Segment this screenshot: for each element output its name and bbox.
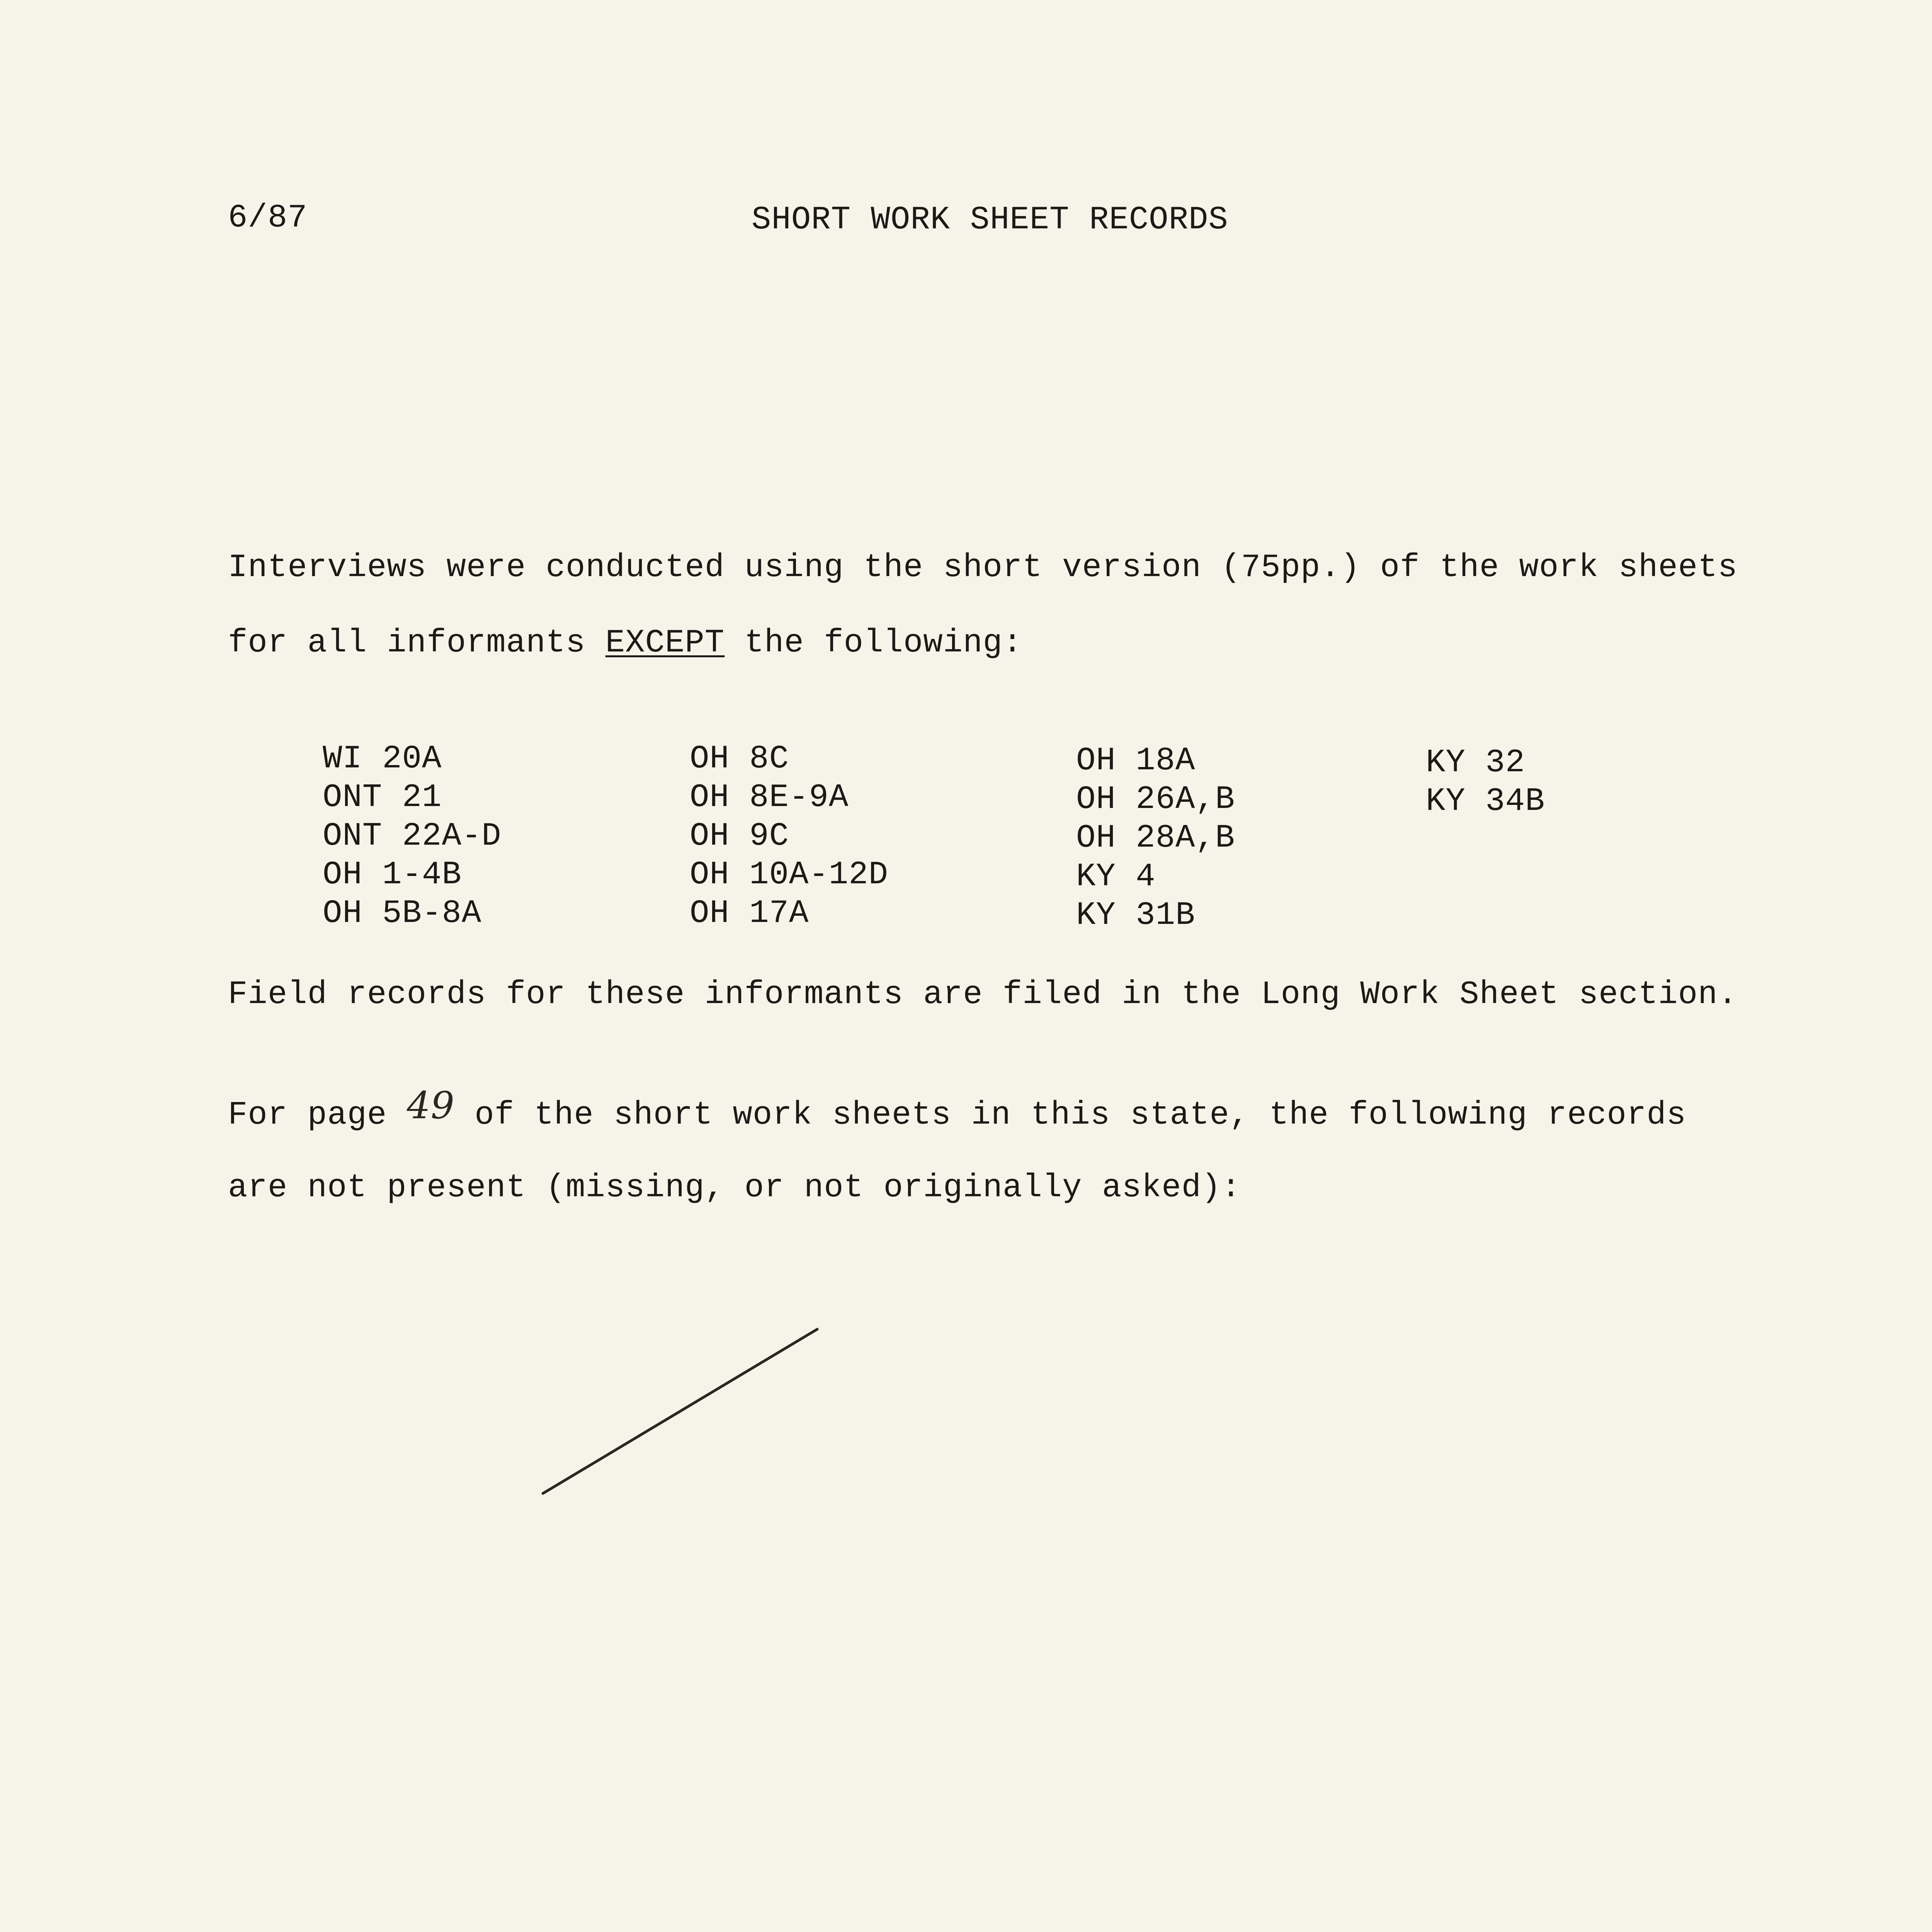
missing-records-prefix: For page — [228, 1097, 407, 1134]
informant-entry: OH 5B-8A — [323, 895, 482, 932]
intro-line-2-end: the following: — [724, 625, 1023, 662]
document-date: 6/87 — [228, 200, 308, 236]
missing-records-suffix: of the short work sheets in this state, the following records — [454, 1097, 1687, 1134]
informant-entry: KY 31B — [1076, 897, 1196, 934]
except-emphasis: EXCEPT — [605, 625, 725, 662]
informant-entry: OH 28A,B — [1076, 820, 1235, 857]
informant-entry: OH 10A-12D — [690, 857, 889, 893]
missing-records-line-2: are not present (missing, or not originally asked): — [228, 1170, 1241, 1206]
informant-entry: WI 20A — [323, 741, 442, 777]
informant-entry: OH 1-4B — [323, 857, 462, 893]
informant-entry: KY 32 — [1426, 745, 1526, 781]
document-title: SHORT WORK SHEET RECORDS — [752, 202, 1228, 238]
informant-entry: OH 8C — [690, 741, 789, 777]
informant-entry: OH 17A — [690, 895, 809, 932]
informant-entry: OH 8E-9A — [690, 779, 849, 816]
intro-line-1: Interviews were conducted using the short version (75pp.) of the work sheets — [228, 549, 1738, 586]
informant-entry: OH 26A,B — [1076, 781, 1235, 818]
field-records-note: Field records for these informants are filed in the Long Work Sheet section. — [228, 976, 1738, 1013]
informant-entry: ONT 21 — [323, 779, 442, 816]
handwritten-page-number: 49 — [406, 1084, 455, 1127]
informant-entry: ONT 22A-D — [323, 818, 502, 855]
intro-line-2-start: for all informants — [228, 625, 605, 662]
informant-entry: KY 4 — [1076, 859, 1156, 895]
informant-entry: OH 9C — [690, 818, 789, 855]
informant-entry: KY 34B — [1426, 783, 1545, 820]
informant-entry: OH 18A — [1076, 743, 1196, 779]
